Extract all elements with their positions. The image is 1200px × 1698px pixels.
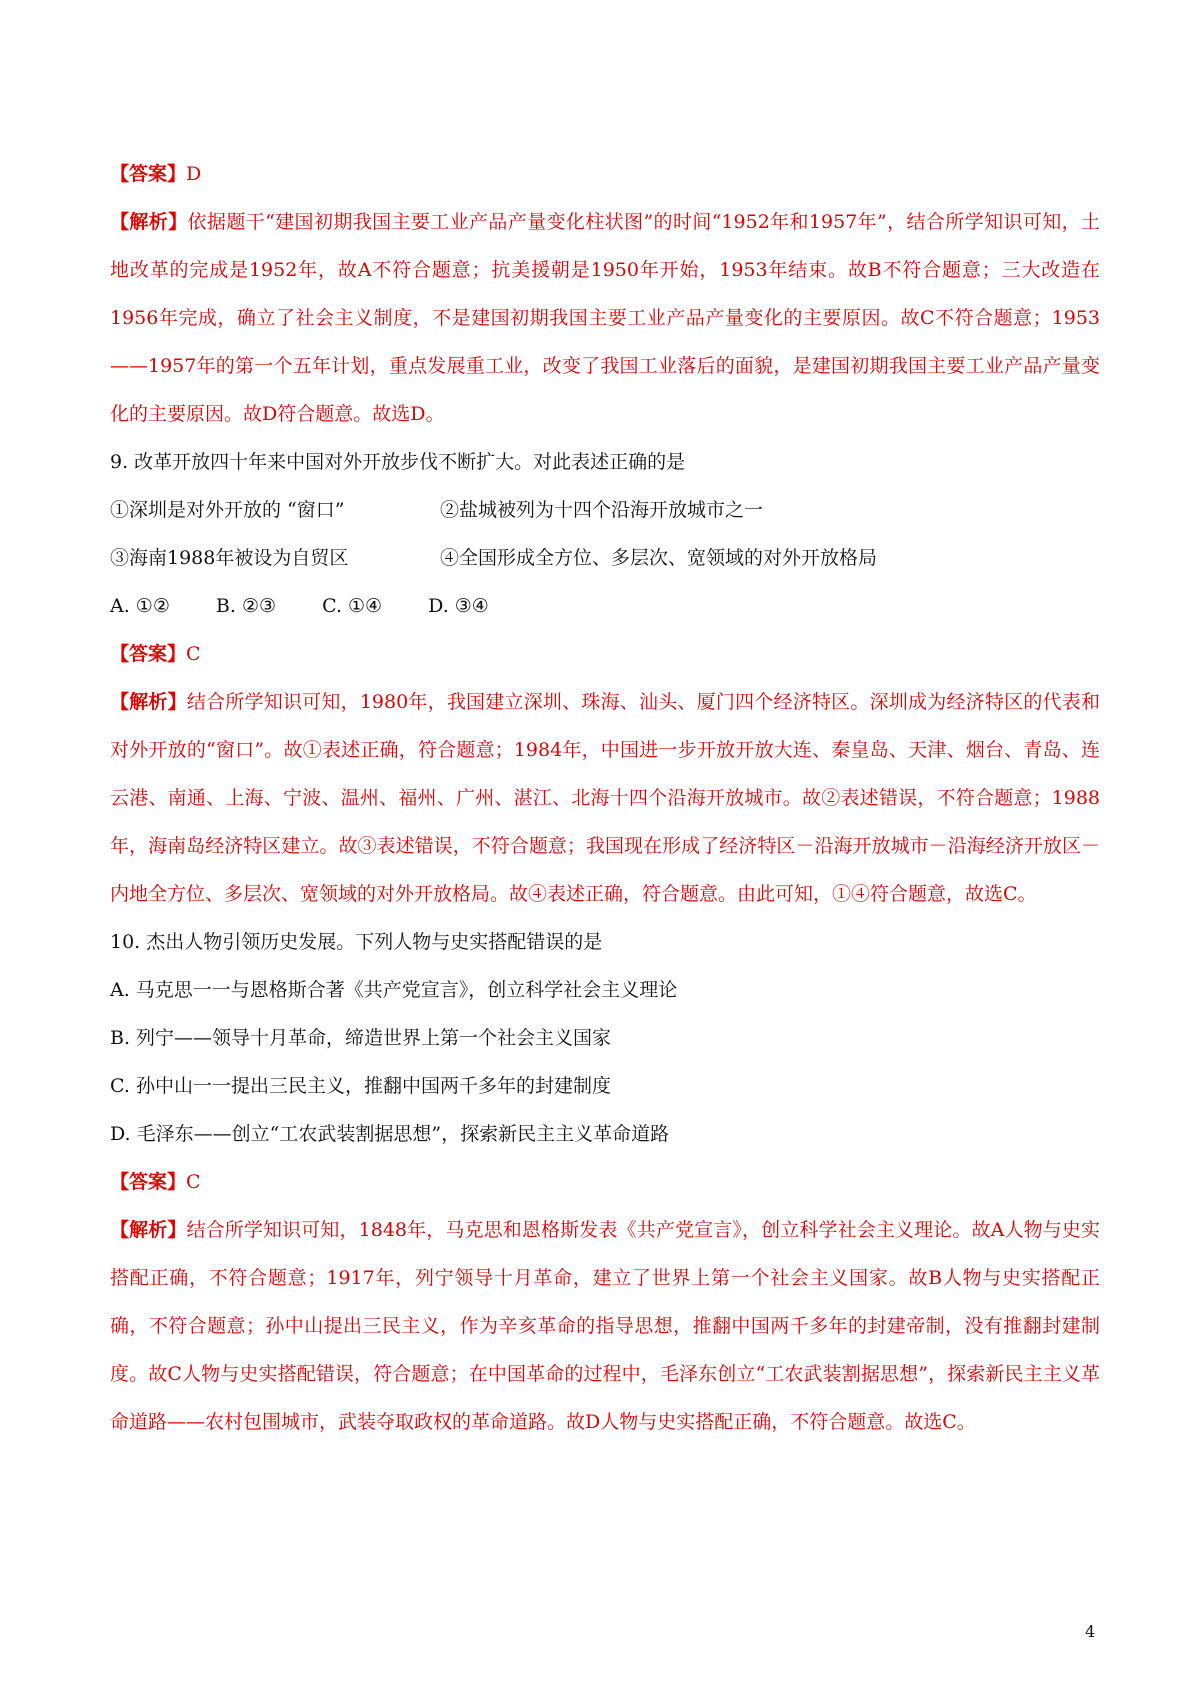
analysis-text: 结合所学知识可知，1980年，我国建立深圳、珠海、汕头、厦门四个经济特区。深圳成为经济特区的代表和对外开放的“窗口”。故①表述正确，符合题意；1984年，中国进一步开放开放大连、秦皇岛、天津、烟台、青岛、连云港、南通、上海、宁波、温州、福州、广州、湛江、北海十四个沿海开放城市。故②表述错误，不符合题意；1988年，海南岛经济特区建立。故③表述错误，不符合题意；我国现在形成了经济特区－沿海开放城市－沿海经济开放区－内地全方位、多层次、宽领域的对外开放格局。故④表述正确，符合题意。由此可知，①④符合题意，故选C。 — [110, 691, 1100, 905]
q9-answer — [110, 630, 1100, 678]
q9-item-1: ①深圳是对外开放的 “窗口” — [110, 499, 345, 521]
analysis-tag: 【解析】 — [110, 211, 188, 233]
q9-analysis — [110, 678, 1100, 918]
q10-option-a: A. 马克思一一与恩格斯合著《共产党宣言》，创立科学社会主义理论 — [110, 979, 678, 1001]
q8-answer — [110, 150, 1100, 198]
q9-option-c: C. ①④ — [322, 595, 383, 617]
answer-value: C — [186, 1171, 201, 1193]
answer-value: D — [186, 163, 202, 185]
q9-item-2: ②盐城被列为十四个沿海开放城市之一 — [440, 499, 764, 521]
answer-value: C — [186, 643, 201, 665]
q8-analysis — [110, 198, 1100, 438]
q10-option-d: D. 毛泽东——创立“工农武装割据思想”，探索新民主主义革命道路 — [110, 1123, 670, 1145]
page-number: 4 — [1085, 1622, 1096, 1641]
q10-answer — [110, 1158, 1100, 1206]
analysis-tag: 【解析】 — [110, 691, 187, 713]
q10-analysis — [110, 1206, 1100, 1446]
answer-tag: 【答案】 — [110, 163, 187, 185]
q9-options — [110, 582, 1100, 630]
q9-items-row-1 — [110, 486, 1100, 534]
q9-item-3: ③海南1988年被设为自贸区 — [110, 547, 349, 569]
page-content — [110, 150, 1100, 1446]
q9-stem: 9. 改革开放四十年来中国对外开放步伐不断扩大。对此表述正确的是 — [110, 451, 686, 473]
q10-option-b: B. 列宁——领导十月革命，缔造世界上第一个社会主义国家 — [110, 1027, 612, 1049]
q9-option-d: D. ③④ — [428, 595, 489, 617]
answer-tag: 【答案】 — [110, 1171, 187, 1193]
q10-option-c: C. 孙中山一一提出三民主义，推翻中国两千多年的封建制度 — [110, 1075, 611, 1097]
analysis-tag: 【解析】 — [110, 1219, 187, 1241]
analysis-text: 依据题干“建国初期我国主要工业产品产量变化柱状图”的时间“1952年和1957年”，结合所学知识可知，土地改革的完成是1952年，故A不符合题意；抗美援朝是1950年开始，1953年结束。故B不符合题意；三大改造在1956年完成，确立了社会主义制度，不是建国初期我国主要工业产品产量变化的主要原因。故C不符合题意；1953——1957年的第一个五年计划，重点发展重工业，改变了我国工业落后的面貌，是建国初期我国主要工业产品产量变化的主要原因。故D符合题意。故选D。 — [110, 211, 1100, 425]
analysis-text: 结合所学知识可知，1848年，马克思和恩格斯发表《共产党宣言》，创立科学社会主义理论。故A人物与史实搭配正确，不符合题意；1917年，列宁领导十月革命，建立了世界上第一个社会主义国家。故B人物与史实搭配正确，不符合题意；孙中山提出三民主义，作为辛亥革命的指导思想，推翻中国两千多年的封建帝制，没有推翻封建制度。故C人物与史实搭配错误，符合题意；在中国革命的过程中，毛泽东创立“工农武装割据思想”，探索新民主主义革命道路——农村包围城市，武装夺取政权的革命道路。故D人物与史实搭配正确，不符合题意。故选C。 — [110, 1219, 1100, 1433]
q9-option-a: A. ①② — [110, 595, 170, 617]
answer-tag: 【答案】 — [110, 643, 187, 665]
q9-item-4: ④全国形成全方位、多层次、宽领域的对外开放格局 — [440, 547, 878, 569]
q9-items-row-2 — [110, 534, 1100, 582]
q9-option-b: B. ②③ — [215, 595, 277, 617]
q10-stem: 10. 杰出人物引领历史发展。下列人物与史实搭配错误的是 — [110, 931, 603, 953]
